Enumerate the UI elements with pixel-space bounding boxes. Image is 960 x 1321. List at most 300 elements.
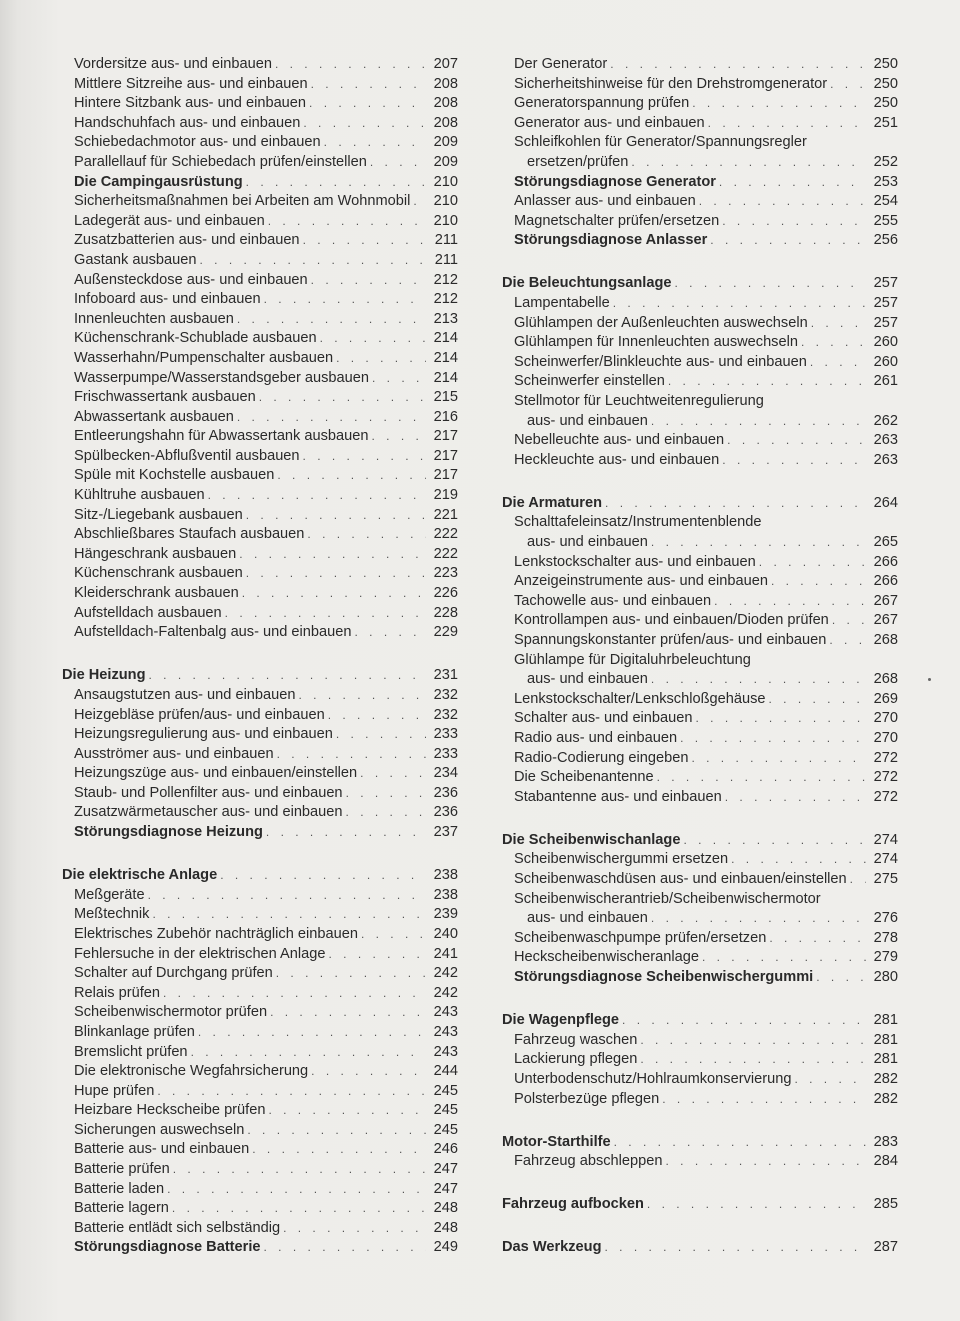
toc-page-number: 255 — [873, 212, 898, 229]
toc-entry-title: Unterbodenschutz/Hohlraumkonservierung — [514, 1070, 792, 1087]
dot-leader — [759, 553, 866, 573]
toc-page-number: 236 — [433, 804, 458, 821]
toc-entry-title: aus- und einbauen — [527, 910, 648, 927]
toc-entry-title: Schalttafeleinsatz/Instrumentenblende — [514, 514, 762, 531]
toc-page-number: 214 — [433, 349, 458, 366]
toc-entry — [502, 749, 898, 769]
toc-entry — [502, 431, 898, 451]
toc-entry — [502, 968, 898, 988]
toc-page-number: 212 — [433, 271, 458, 288]
toc-page-number: 248 — [433, 1219, 458, 1236]
toc-entry-title: Magnetschalter prüfen/ersetzen — [514, 212, 720, 229]
toc-entry-title: Die Beleuchtungsanlage — [502, 275, 672, 292]
toc-page-number: 217 — [433, 447, 458, 464]
dot-leader — [172, 1199, 426, 1219]
toc-page-number: 209 — [433, 153, 458, 170]
toc-entry-title: Handschuhfach aus- und einbauen — [74, 114, 301, 131]
toc-entry-title: Hintere Sitzbank aus- und einbauen — [74, 95, 307, 112]
toc-entry-title: Heckleuchte aus- und einbauen — [514, 451, 720, 468]
dot-leader — [816, 968, 866, 988]
toc-entry — [502, 1070, 898, 1090]
toc-entry-title: Scheibenwaschdüsen aus- und einbauen/einstellen — [514, 871, 847, 888]
toc-page-number: 274 — [873, 831, 898, 848]
dot-leader — [346, 784, 426, 804]
toc-entry-title: Frischwassertank ausbauen — [74, 389, 256, 406]
dot-leader — [148, 886, 426, 906]
dot-leader — [324, 133, 426, 153]
dot-leader — [370, 153, 426, 173]
toc-page-number: 256 — [873, 232, 898, 249]
toc-entry-title: Küchenschrank ausbauen — [74, 565, 243, 582]
toc-page-number: 260 — [873, 353, 898, 370]
toc-page-number: 279 — [873, 949, 898, 966]
dot-leader — [200, 251, 426, 271]
toc-entry — [502, 768, 898, 788]
toc-entry-title: Ladegerät aus- und einbauen — [74, 212, 265, 229]
toc-entry — [502, 1152, 898, 1172]
toc-entry — [62, 388, 458, 408]
dot-leader — [651, 412, 866, 432]
toc-page-number: 274 — [873, 851, 898, 868]
toc-entry — [502, 94, 898, 114]
toc-entry — [62, 408, 458, 428]
toc-entry-title: Fahrzeug abschleppen — [514, 1153, 663, 1170]
toc-page-number: 285 — [873, 1196, 898, 1213]
dot-leader — [702, 948, 866, 968]
toc-entry-title: Entleerungshahn für Abwassertank ausbauen — [74, 428, 369, 445]
dot-leader — [311, 271, 426, 291]
dot-leader — [769, 929, 866, 949]
toc-entry-title: Heizbare Heckscheibe prüfen — [74, 1102, 266, 1119]
dot-leader — [696, 709, 867, 729]
toc-entry — [502, 212, 898, 232]
toc-entry-title: Stellmotor für Leuchtweitenregulierung — [514, 393, 764, 409]
toc-page-number: 254 — [873, 193, 898, 210]
dot-leader — [307, 525, 426, 545]
dot-leader — [651, 909, 866, 929]
toc-entry — [62, 114, 458, 134]
toc-page-number: 275 — [873, 871, 898, 888]
toc-page-number: 278 — [873, 929, 898, 946]
toc-page-number: 222 — [433, 526, 458, 543]
toc-entry — [62, 173, 458, 193]
toc-entry — [62, 212, 458, 232]
toc-entry-title: Abschließbares Staufach ausbauen — [74, 526, 305, 543]
toc-entry — [62, 686, 458, 706]
toc-right-column — [502, 55, 898, 1258]
toc-entry — [502, 948, 898, 968]
toc-entry-title: Störungsdiagnose Generator — [514, 173, 716, 190]
toc-entry — [62, 1140, 458, 1160]
dot-leader — [605, 494, 866, 514]
toc-entry-title: Kühltruhe ausbauen — [74, 487, 205, 504]
toc-entry — [62, 1023, 458, 1043]
toc-entry-title: Außensteckdose aus- und einbauen — [74, 271, 308, 288]
toc-entry-title: Vordersitze aus- und einbauen — [74, 56, 272, 72]
dot-leader — [311, 1062, 426, 1082]
toc-entry — [62, 506, 458, 526]
toc-entry — [62, 447, 458, 467]
toc-entry-title: Polsterbezüge pflegen — [514, 1090, 660, 1107]
toc-entry-title: Lenkstockschalter/Lenkschloßgehäuse — [514, 690, 766, 707]
dot-leader — [657, 768, 866, 788]
toc-entry-title: Batterie entlädt sich selbständig — [74, 1219, 281, 1236]
dot-leader — [283, 1219, 426, 1239]
toc-entry-title: Spüle mit Kochstelle ausbauen — [74, 467, 275, 484]
dot-leader — [320, 329, 426, 349]
toc-page-number: 263 — [873, 432, 898, 449]
toc-entry-title: Schiebedachmotor aus- und einbauen — [74, 134, 321, 151]
toc-entry — [502, 572, 898, 592]
section-gap — [502, 988, 898, 1012]
dot-leader — [311, 75, 426, 95]
toc-entry-title: Lenkstockschalter aus- und einbauen — [514, 553, 756, 570]
dot-leader — [152, 905, 426, 925]
dot-leader — [631, 153, 866, 173]
section-gap — [62, 643, 458, 667]
toc-entry — [62, 133, 458, 153]
toc-page-number: 281 — [873, 1051, 898, 1068]
toc-entry-title: Scheinwerfer einstellen — [514, 373, 665, 390]
toc-entry-title: Blinkanlage prüfen — [74, 1023, 195, 1040]
toc-entry-title: Meßtechnik — [74, 906, 150, 923]
toc-entry-title: Heizgebläse prüfen/aus- und einbauen — [74, 706, 325, 723]
toc-entry-title: Heckscheibenwischeranlage — [514, 949, 699, 966]
dot-leader — [413, 192, 426, 212]
toc-page-number: 219 — [433, 487, 458, 504]
toc-entry-title: Zusatzwärmetauscher aus- und einbauen — [74, 804, 343, 821]
toc-entry-title: Störungsdiagnose Scheibenwischergummi — [514, 969, 814, 986]
paper-speck — [928, 678, 931, 681]
toc-page-number: 214 — [433, 330, 458, 347]
dot-leader — [242, 584, 426, 604]
toc-entry-title: Spannungskonstanter prüfen/aus- und einbauen — [514, 632, 827, 649]
toc-page-number: 229 — [433, 624, 458, 641]
toc-entry — [502, 670, 898, 690]
dot-leader — [259, 388, 426, 408]
toc-entry-title: Staub- und Pollenfilter aus- und einbauen — [74, 784, 343, 801]
toc-entry — [62, 1121, 458, 1141]
dot-leader — [794, 1070, 866, 1090]
dot-leader — [832, 611, 866, 631]
toc-page-number: 222 — [433, 545, 458, 562]
toc-entry-title: Infoboard aus- und einbauen — [74, 291, 261, 308]
toc-entry — [502, 294, 898, 314]
toc-page-number: 272 — [873, 769, 898, 786]
toc-entry — [62, 153, 458, 173]
toc-page-number: 251 — [873, 114, 898, 131]
toc-entry-title: Heizungszüge aus- und einbauen/einstellen — [74, 765, 358, 782]
toc-entry — [62, 310, 458, 330]
dot-leader — [268, 1101, 426, 1121]
section-gap — [62, 843, 458, 867]
toc-entry — [62, 1199, 458, 1219]
toc-page-number: 266 — [873, 553, 898, 570]
dot-leader — [246, 564, 426, 584]
toc-entry — [62, 271, 458, 291]
dot-leader — [328, 706, 426, 726]
toc-entry-title: Die Wagenpflege — [502, 1012, 620, 1029]
toc-page-number: 208 — [433, 75, 458, 92]
toc-page-number: 257 — [873, 275, 898, 292]
dot-leader — [252, 1140, 426, 1160]
dot-leader — [191, 1043, 426, 1063]
toc-page-number: 236 — [433, 784, 458, 801]
dot-leader — [309, 94, 426, 114]
toc-entry-title: Scheibenwischergummi ersetzen — [514, 851, 729, 868]
toc-entry — [62, 349, 458, 369]
toc-page-number: 252 — [873, 153, 898, 170]
toc-entry-title: Batterie prüfen — [74, 1161, 170, 1178]
toc-entry-title: Bremslicht prüfen — [74, 1043, 188, 1060]
section-gap — [502, 807, 898, 831]
toc-entry — [62, 725, 458, 745]
toc-page-number: 247 — [433, 1161, 458, 1178]
dot-leader — [850, 870, 866, 890]
toc-page-number: 284 — [873, 1153, 898, 1170]
dot-leader — [771, 572, 866, 592]
toc-entry-title: Wasserpumpe/Wasserstandsgeber ausbauen — [74, 369, 370, 386]
toc-entry-title: Hupe prüfen — [74, 1082, 155, 1099]
toc-page-number: 210 — [433, 212, 458, 229]
toc-page-number: 215 — [433, 389, 458, 406]
dot-leader — [801, 333, 866, 353]
toc-entry — [62, 886, 458, 906]
toc-entry — [62, 764, 458, 784]
toc-page-number: 239 — [433, 906, 458, 923]
dot-leader — [346, 803, 426, 823]
toc-entry-title: aus- und einbauen — [527, 412, 648, 429]
dot-leader — [173, 1160, 426, 1180]
toc-entry-title: Die Scheibenwischanlage — [502, 831, 681, 848]
dot-leader — [167, 1180, 426, 1200]
toc-entry-title: Störungsdiagnose Heizung — [74, 824, 263, 841]
toc-entry — [62, 192, 458, 212]
toc-entry-title: Ansaugstutzen aus- und einbauen — [74, 686, 296, 703]
toc-page-number: 262 — [873, 412, 898, 429]
toc-entry — [502, 392, 898, 412]
toc-entry — [62, 905, 458, 925]
dot-leader — [731, 850, 866, 870]
dot-leader — [372, 427, 426, 447]
toc-page-number: 265 — [873, 534, 898, 551]
toc-entry — [62, 525, 458, 545]
toc-entry — [62, 945, 458, 965]
toc-entry-title: Die Heizung — [62, 667, 146, 684]
toc-page-number: 214 — [433, 369, 458, 386]
toc-entry-title: Fehlersuche in der elektrischen Anlage — [74, 945, 326, 962]
toc-page-number: 234 — [433, 765, 458, 782]
toc-entry — [502, 592, 898, 612]
toc-page-number: 248 — [433, 1200, 458, 1217]
dot-leader — [610, 55, 866, 75]
dot-leader — [266, 823, 426, 843]
toc-entry-title: Radio aus- und einbauen — [514, 730, 678, 746]
toc-entry — [502, 173, 898, 193]
toc-entry-title: Motor-Starthilfe — [502, 1133, 611, 1150]
toc-entry-title: Stabantenne aus- und einbauen — [514, 788, 722, 805]
toc-page-number: 212 — [433, 291, 458, 308]
dot-leader — [163, 984, 426, 1004]
toc-entry-title: Sicherheitshinweise für den Drehstromgenerator — [514, 75, 828, 92]
toc-entry-title: Sitz-/Liegebank ausbauen — [74, 506, 243, 523]
toc-page-number: 266 — [873, 573, 898, 590]
toc-section-heading — [502, 494, 898, 514]
toc-entry-title: Kontrollampen aus- und einbauen/Dioden prüfen — [514, 612, 829, 629]
toc-entry-title: Scheinwerfer/Blinkleuchte aus- und einbauen — [514, 353, 807, 370]
toc-entry-title: Glühlampen für Innenleuchten auswechseln — [514, 334, 798, 351]
toc-entry-title: Schalter auf Durchgang prüfen — [74, 965, 273, 982]
toc-page-number: 210 — [433, 193, 458, 210]
dot-leader — [264, 1238, 426, 1258]
toc-entry — [502, 75, 898, 95]
toc-page-number: 269 — [873, 690, 898, 707]
toc-page-number: 264 — [873, 494, 898, 511]
toc-page-number: 211 — [434, 232, 458, 249]
dot-leader — [829, 631, 866, 651]
dot-leader — [683, 831, 866, 851]
toc-page-number: 217 — [433, 428, 458, 445]
dot-leader — [691, 749, 866, 769]
toc-page-number: 233 — [433, 745, 458, 762]
toc-page-number: 223 — [433, 565, 458, 582]
toc-entry-title: Scheibenwischerantrieb/Scheibenwischermotor — [514, 890, 821, 907]
toc-entry-title: Generatorspannung prüfen — [514, 95, 690, 112]
toc-entry — [62, 623, 458, 643]
dot-leader — [727, 431, 866, 451]
toc-entry-title: Anzeigeinstrumente aus- und einbauen — [514, 573, 768, 590]
toc-page-number: 247 — [433, 1180, 458, 1197]
toc-entry — [62, 231, 458, 251]
toc-page-number: 237 — [433, 824, 458, 841]
dot-leader — [277, 466, 426, 486]
toc-entry-title: Zusatzbatterien aus- und einbauen — [74, 232, 300, 249]
toc-entry — [62, 1043, 458, 1063]
toc-entry — [62, 745, 458, 765]
dot-leader — [668, 372, 866, 392]
toc-page-number: 268 — [873, 671, 898, 688]
dot-leader — [372, 369, 426, 389]
toc-page-number: 287 — [873, 1239, 898, 1256]
toc-entry-title: Gastank ausbauen — [74, 251, 197, 268]
toc-page-number: 243 — [433, 1004, 458, 1021]
dot-leader — [640, 1050, 866, 1070]
toc-entry — [502, 513, 898, 533]
dot-leader — [662, 1090, 866, 1110]
toc-entry — [62, 329, 458, 349]
toc-page-number: 208 — [433, 114, 458, 131]
toc-page-number: 253 — [873, 173, 898, 190]
toc-entry — [62, 1082, 458, 1102]
toc-entry — [502, 55, 898, 75]
toc-entry — [62, 1003, 458, 1023]
toc-entry-title: Batterie laden — [74, 1180, 165, 1197]
toc-entry-title: Schalter aus- und einbauen — [514, 710, 693, 727]
dot-leader — [810, 353, 866, 373]
toc-page-number: 260 — [873, 334, 898, 351]
toc-page-number: 281 — [873, 1031, 898, 1048]
dot-leader — [692, 94, 866, 114]
toc-entry — [502, 690, 898, 710]
dot-leader — [336, 725, 426, 745]
toc-entry — [502, 114, 898, 134]
toc-section-heading — [502, 274, 898, 294]
dot-leader — [361, 925, 426, 945]
toc-page-number: 282 — [873, 1090, 898, 1107]
toc-entry-title: Batterie lagern — [74, 1200, 169, 1217]
dot-leader — [680, 729, 866, 749]
toc-entry-title: Anlasser aus- und einbauen — [514, 193, 696, 210]
toc-page-number: 267 — [873, 592, 898, 609]
toc-entry-title: Küchenschrank-Schublade ausbauen — [74, 330, 317, 347]
toc-entry — [502, 412, 898, 432]
toc-page-number: 243 — [433, 1023, 458, 1040]
toc-page-number: 268 — [873, 632, 898, 649]
toc-page-number: 209 — [433, 134, 458, 151]
section-gap — [502, 1109, 898, 1133]
toc-page-number: 282 — [873, 1070, 898, 1087]
toc-page-number: 238 — [433, 867, 458, 884]
dot-leader — [157, 1082, 426, 1102]
toc-entry — [62, 1238, 458, 1258]
toc-entry — [502, 192, 898, 212]
toc-page-number: 267 — [873, 612, 898, 629]
dot-leader — [237, 408, 426, 428]
dot-leader — [329, 945, 427, 965]
toc-entry-title: Schleifkohlen für Generator/Spannungsregler — [514, 134, 807, 151]
toc-entry — [502, 631, 898, 651]
dot-leader — [220, 866, 426, 886]
section-gap — [502, 251, 898, 275]
toc-entry — [62, 1219, 458, 1239]
toc-section-heading — [502, 831, 898, 851]
dot-leader — [208, 486, 426, 506]
dot-leader — [675, 274, 867, 294]
toc-page-number: 243 — [433, 1043, 458, 1060]
toc-page-number: 250 — [873, 75, 898, 92]
toc-page-number: 283 — [873, 1133, 898, 1150]
toc-entry-title: Die elektronische Wegfahrsicherung — [74, 1063, 309, 1080]
toc-entry-title: Sicherheitsmaßnahmen bei Arbeiten am Wohnmobil — [74, 193, 411, 210]
dot-leader — [699, 192, 866, 212]
toc-page-number: 240 — [433, 925, 458, 942]
toc-entry-title: Mittlere Sitzreihe aus- und einbauen — [74, 75, 308, 92]
toc-entry-title: Aufstelldach-Faltenbalg aus- und einbauen — [74, 624, 352, 641]
toc-entry-title: Spülbecken-Abflußventil ausbauen — [74, 447, 300, 464]
toc-entry — [62, 427, 458, 447]
toc-entry — [62, 1101, 458, 1121]
toc-entry — [62, 984, 458, 1004]
toc-entry — [502, 850, 898, 870]
dot-leader — [336, 349, 426, 369]
toc-entry — [62, 94, 458, 114]
dot-leader — [237, 310, 426, 330]
toc-entry — [62, 369, 458, 389]
toc-page-number: 244 — [433, 1063, 458, 1080]
toc-entry-title: Parallellauf für Schiebedach prüfen/einstellen — [74, 153, 367, 170]
toc-entry-title: Die elektrische Anlage — [62, 867, 218, 884]
toc-entry-title: Störungsdiagnose Anlasser — [514, 232, 708, 249]
toc-section-heading — [502, 1011, 898, 1031]
toc-entry — [62, 584, 458, 604]
toc-entry — [502, 929, 898, 949]
toc-entry — [502, 890, 898, 910]
toc-page-number: 216 — [433, 408, 458, 425]
toc-entry — [502, 1031, 898, 1051]
toc-entry-title: Fahrzeug aufbocken — [502, 1196, 644, 1213]
toc-entry-title: Lampentabelle — [514, 295, 610, 312]
toc-page-number: 281 — [873, 1012, 898, 1029]
